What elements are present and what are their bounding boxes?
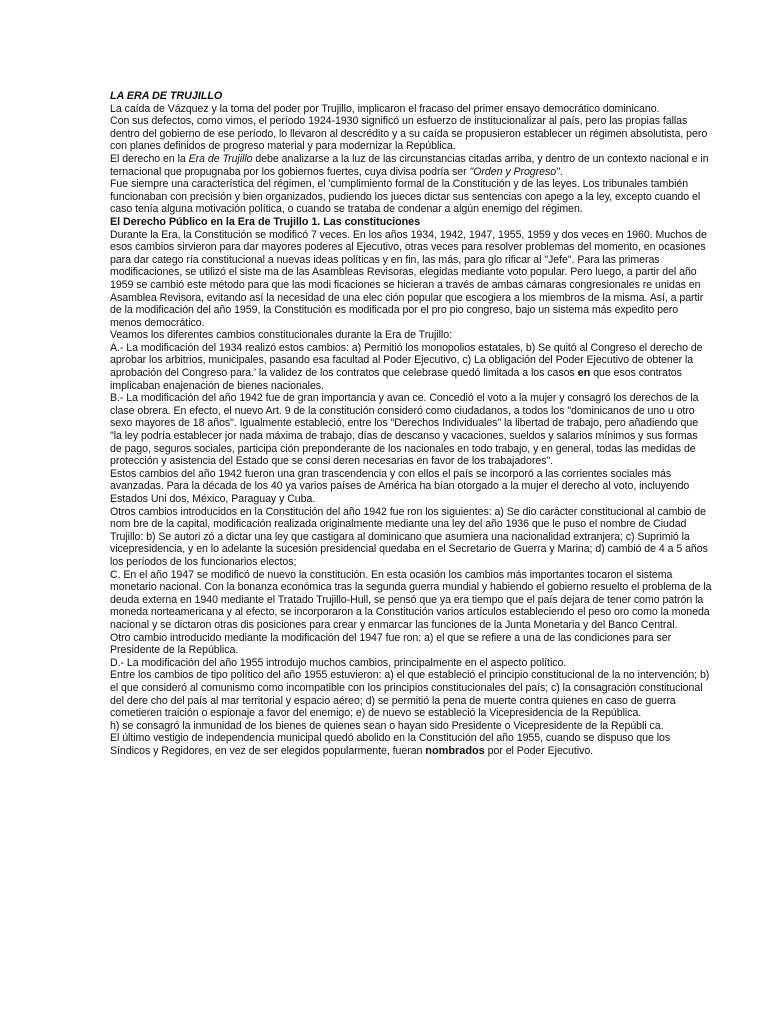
- paragraph: h) se consagró la inmunidad de los bienes de quienes sean o hayan sido Presidente o Vicepresidente de la Repúbli ca.: [110, 719, 664, 732]
- bold-nombrados: nombrados: [425, 744, 485, 757]
- paragraph: B.- La modificación del año 1942 fue de gran importancia y avan ce. Concedió el voto a la mujer y consagró los derechos de la clase obrera. En efecto, el nuevo Art. 9 de la constitución consideró como ciudadanos, a todos los "dominicanos de uno u otro sexo mayores de 18 años". Igualmente estableció, entre los "Derechos Individuales" la libertad de trabajo, pero añadiendo que "la ley podría establecer jor nada máxima de trabajo, días de descanso y vacaciones, sueldos y salarios mínimos y sus formas de pago, seguros sociales, participa ción preponderante de los nacionales en todo trabajo, y en general, todas las medidas de protección y asistencia del Estado que se consi deren necesarias en favor de los trabajadores".: [110, 392, 699, 468]
- paragraph: Entre los cambios de tipo político del año 1955 estuvieron: a) el que estableció el principio constitucional de la no intervención; b) el que consideró al comunismo como incompatible con los principios constitucionales del país; c) la consagración constitucional del dere cho del país al mar territorial y espacio aéreo; d) se permitió la pena de muerte contra quienes en caso de guerra cometieren traición o espionaje a favor del enemigo; e) de nuevo se estableció la Vicepresidencia de la República.: [110, 669, 710, 720]
- paragraph: Fue siempre una característica del régimen, el 'cumplimiento formal de la Constitución y de las leyes. Los tribunales también funcionaban con precisión y bien organizados, pudiendo los jueces dictar sus sentencias con apego a la ley, excepto cuando el caso tenía alguna motivación política, o cuando se trataba de condenar a algún enemigo del régimen.: [110, 178, 701, 216]
- paragraph: Otro cambio introducido mediante la modificación del 1947 fue ron: a) el que se refiere a una de las condiciones para ser Presidente de la República.: [110, 631, 672, 657]
- paragraph: Durante la Era, la Constitución se modificó 7 veces. En los años 1934, 1942, 1947, 1955, 1959 y dos veces en 1960. Muchos de esos cambios sirvieron para dar mayores poderes al Ejecutivo, otras veces para resolver problemas del momento, en ocasiones para dar catego ría constitucional a nuevas ideas políticas y en fin, las más, para glo rificar al "Jefe". Para las primeras modificaciones, se utilizó el siste ma de las Asambleas Revisoras, elegidas mediante voto popular. Pero luego, a partir del año 1959 se cambió este método para que las modi ficaciones se hicieran a través de ambas cámaras congresionales re unidas en Asamblea Revisora, evitando así la necesidad de una elec ción popular que escogiera a los miembros de la misma. Así, a partir de la modificación del año 1959, la Constitución es modificada por el pro pio congreso, bajo un sistema más expedito pero menos democrático.: [110, 228, 707, 329]
- text-run: El derecho en la: [110, 152, 189, 165]
- paragraph: Otros cambios introducidos en la Constitución del año 1942 fue ron los siguientes: a) Se dio carácter constitucional al cambio de nom bre de la capital, modificación realizada originalmente mediante una ley del año 1936 que le puso el nombre de Ciudad Trujillo: b) Se autori zó a dictar una ley que castigara al dominicano que asumiera una nacionalidad extranjera; c) Suprimió la vicepresidencia, y en lo adelante la sucesión presidencial quedaba en el Secretario de Guerra y Marina; d) cambió de 4 a 5 años los períodos de los funcionarios electos;: [110, 505, 708, 568]
- text-run: que esos contratos implicaban enajenación de bienes nacionales.: [110, 367, 682, 392]
- document-text: [110, 90, 712, 757]
- paragraph: C. En el año 1947 se modificó de nuevo la constitución. En esta ocasión los cambios más importantes tocaron el sistema monetario nacional. Con la bonanza económica tras la segunda guerra mundial y habiendo el gobierno resuelto el problema de la deuda externa en 1940 mediante el Tratado Trujillo-Hull, se pensó que ya era tiempo que el país dejara de tener como patrón la moneda norteamericana y al efecto, se incorporaron a la Constitución varios artículos estableciendo el peso oro como la moneda nacional y se dictaron otras dis posiciones para crear y enmarcar las funciones de la Junta Monetaria y del Banco Central.: [110, 568, 712, 631]
- page-title: LA ERA DE TRUJILLO: [110, 90, 223, 102]
- section-heading: El Derecho Público en la Era de Trujillo 1. Las constituciones: [110, 215, 421, 228]
- paragraph: Veamos los diferentes cambios constitucionales durante la Era de Trujillo:: [110, 329, 452, 342]
- text-run: por el Poder Ejecutivo.: [484, 744, 594, 757]
- italic-orden-y-progreso: "Orden y Progreso": [469, 165, 560, 178]
- paragraph: La caída de Vázquez y la toma del poder por Trujillo, implicaron el fracaso del primer ensayo democrático dominicano.: [110, 102, 660, 115]
- text-run: .: [559, 165, 563, 178]
- paragraph: D.- La modificación del año 1955 introdujo muchos cambios, principalmente en el aspecto político.: [110, 656, 567, 669]
- text-run: debe analizarse a la luz de las circunstancias citadas arriba, y dentro de un contexto nacional e in ternacional que propugnaba por los gobiernos fuertes, cuya divisa podría ser: [110, 152, 709, 178]
- paragraph: [110, 153, 712, 178]
- paragraph: [110, 342, 712, 392]
- text-run: A.- La modificación del 1934 realizó estos cambios: a) Permitió los monopolios estatales, b) Se quitó al Congreso el derecho de aprobar los arbitrios, municipales, pasando esa facultad al Poder Ejecutivo, c) La obligación del Poder Ejecutivo de obtener la aprobación del Congreso para.' la validez de los contratos que celebrase quedó limitada a los casos: [110, 341, 703, 380]
- paragraph: [110, 732, 712, 757]
- bold-en: en: [577, 367, 591, 380]
- text-run: El último vestigio de independencia municipal quedó abolido en la Constitución del año 1955, cuando se dispuso que los Síndicos y Regidores, en vez de ser elegidos popularmente, fueran: [110, 732, 671, 757]
- italic-era-de-trujillo: Era de Trujillo: [188, 152, 253, 165]
- paragraph: Estos cambios del año 1942 fueron una gran trascendencia y con ellos el país se incorporó a las corrientes sociales más avanzadas. Para la década de los 40 ya varios países de América ha bían otorgado a la mujer el derecho al voto, incluyendo Estados Uni dos, México, Paraguay y Cuba.: [110, 467, 690, 505]
- paragraph: Con sus defectos, como vimos, el período 1924-1930 significó un esfuerzo de institucionalizar al país, pero las propias fallas dentro del gobierno de ese período, lo llevaron al descrédito y a su caída se propusieron establecer un régimen absolutista, pero con planes definidos de progreso material y para modernizar la República.: [110, 115, 708, 153]
